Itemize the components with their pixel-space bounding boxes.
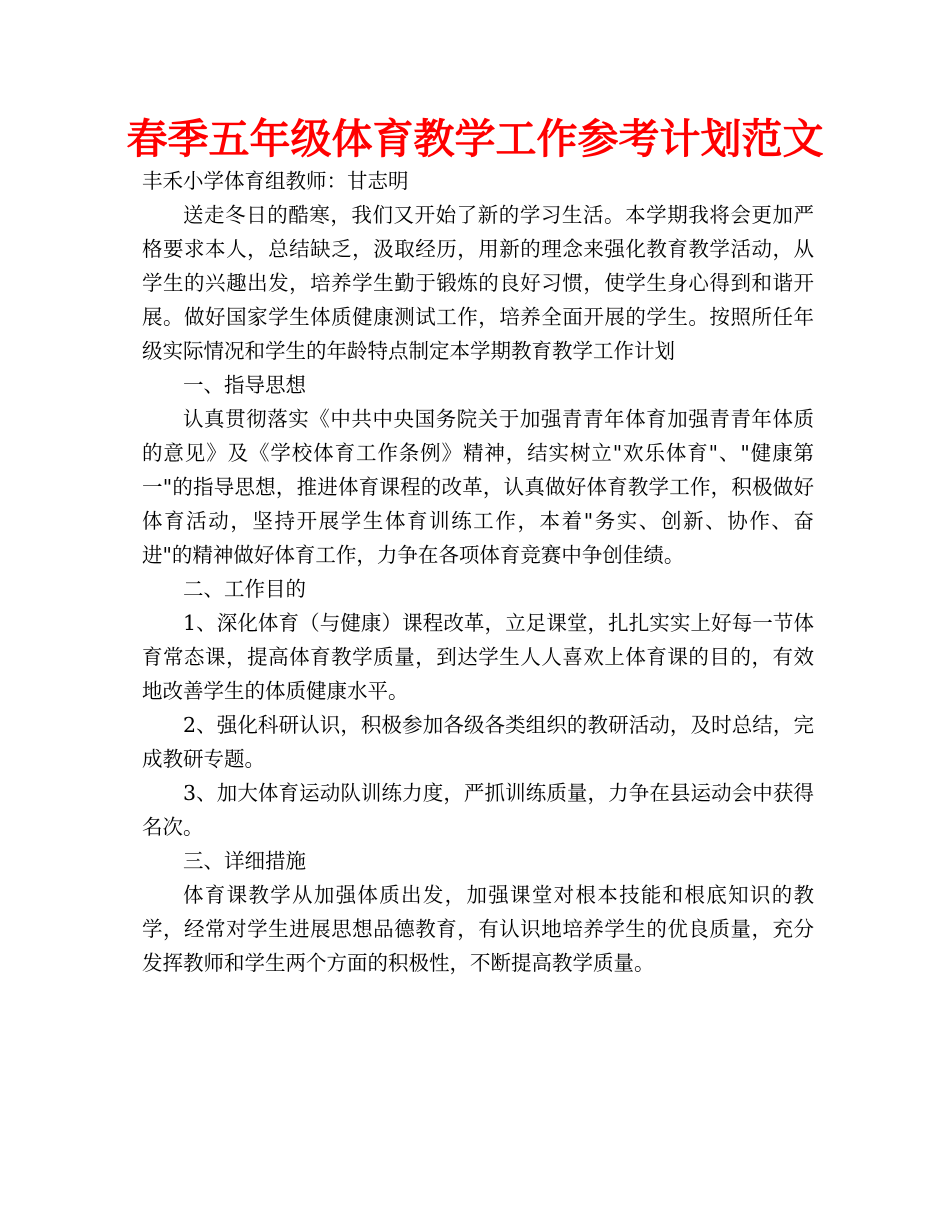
work-goal-item-2: 2、强化科研认识，积极参加各级各类组织的教研活动，及时总结，完成教研专题。: [142, 713, 814, 771]
section-heading-guiding-thought: 一、指导思想: [183, 373, 306, 397]
section-heading-measures: 三、详细措施: [183, 849, 306, 873]
work-goal-item-3: 3、加大体育运动队训练力度，严抓训练质量，力争在县运动会中获得名次。: [142, 781, 814, 839]
document-body: [142, 164, 814, 980]
author-line: 丰禾小学体育组教师：甘志明: [142, 169, 409, 193]
work-goal-item-1: 1、深化体育（与健康）课程改革，立足课堂，扎扎实实上好每一节体育常态课，提高体育教学质量，到达学生人人喜欢上体育课的目的，有效地改善学生的体质健康水平。: [142, 611, 814, 703]
document-title: 春季五年级体育教学工作参考计划范文: [126, 115, 824, 163]
guiding-thought-paragraph: 认真贯彻落实《中共中央国务院关于加强青青年体育加强青青年体质的意见》及《学校体育工作条例》精神，结实树立"欢乐体育"、"健康第一"的指导思想，推进体育课程的改革，认真做好体育教学工作，积极做好体育活动，坚持开展学生体育训练工作，本着"务实、创新、协作、奋进"的精神做好体育工作，力争在各项体育竞赛中争创佳绩。: [142, 407, 814, 567]
intro-paragraph: 送走冬日的酷寒，我们又开始了新的学习生活。本学期我将会更加严格要求本人，总结缺乏，汲取经历，用新的理念来强化教育教学活动，从学生的兴趣出发，培养学生勤于锻炼的良好习惯，使学生身心得到和谐开展。做好国家学生体质健康测试工作，培养全面开展的学生。按照所任年级实际情况和学生的年龄特点制定本学期教育教学工作计划: [142, 203, 814, 363]
section-heading-work-goals: 二、工作目的: [183, 577, 306, 601]
measures-paragraph: 体育课教学从加强体质出发，加强课堂对根本技能和根底知识的教学，经常对学生进展思想品德教育，有认识地培养学生的优良质量，充分发挥教师和学生两个方面的积极性，不断提高教学质量。: [142, 883, 814, 975]
